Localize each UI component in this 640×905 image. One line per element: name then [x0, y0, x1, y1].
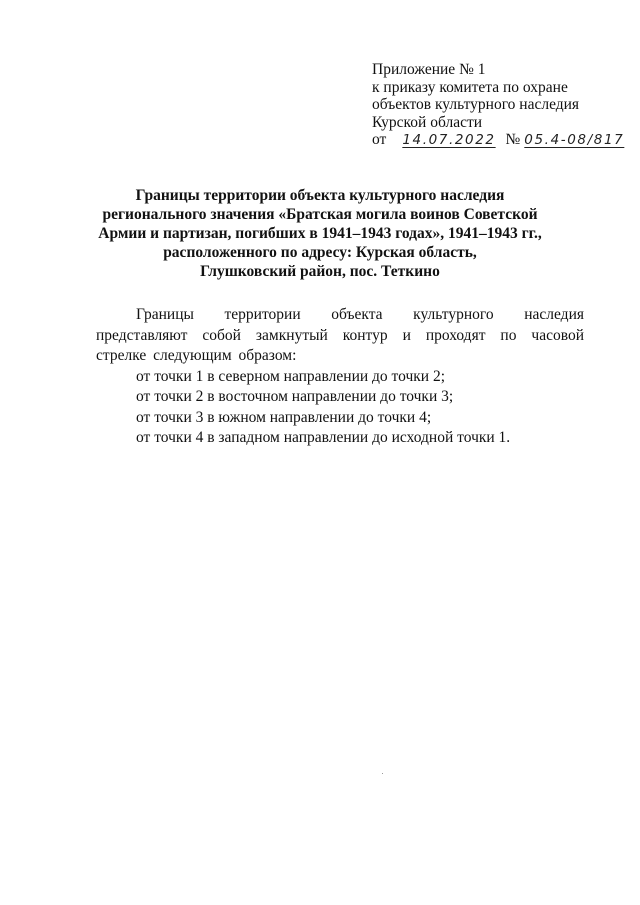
- boundary-segment-3: от точки 3 в южном направлении до точки 4;: [136, 408, 432, 426]
- title-line-1: Границы территории объекта культурного наследия: [135, 187, 505, 204]
- date-prefix: от: [372, 131, 387, 149]
- boundary-segment-2: от точки 2 в восточном направлении до точки 3;: [136, 388, 454, 405]
- appendix-number: Приложение № 1: [372, 61, 486, 78]
- title-line-4: расположенного по адресу: Курская область,: [163, 244, 477, 261]
- title-line-2: регионального значения «Братская могила воинов Советской: [102, 206, 538, 223]
- handwritten-order-number: 05.4-08/817: [524, 132, 625, 149]
- title-line-3: Армии и партизан, погибших в 1941–1943 годах», 1941–1943 гг.,: [98, 225, 542, 242]
- scan-speck: [382, 773, 383, 774]
- appendix-order-ref: к приказу комитета по охране: [372, 78, 568, 96]
- order-date-number-line: [372, 131, 632, 150]
- handwritten-order-date: 14.07.2022: [402, 132, 496, 149]
- appendix-region: Курской области: [372, 113, 483, 131]
- document-title: [95, 186, 545, 281]
- appendix-header: [372, 61, 632, 150]
- appendix-committee: объектов культурного наследия: [372, 96, 580, 114]
- intro-paragraph: Границы территории объекта культурного наследия представляют собой замкнутый контур и проходят по часовой стрелке следующим образом:: [96, 306, 584, 364]
- title-line-5: Глушковский район, пос. Теткино: [200, 263, 440, 280]
- number-prefix: №: [505, 131, 521, 149]
- boundary-segment-1: от точки 1 в северном направлении до точки 2;: [136, 367, 446, 385]
- boundary-segment-4: от точки 4 в западном направлении до исходной точки 1.: [136, 429, 511, 446]
- boundary-description: [96, 305, 584, 449]
